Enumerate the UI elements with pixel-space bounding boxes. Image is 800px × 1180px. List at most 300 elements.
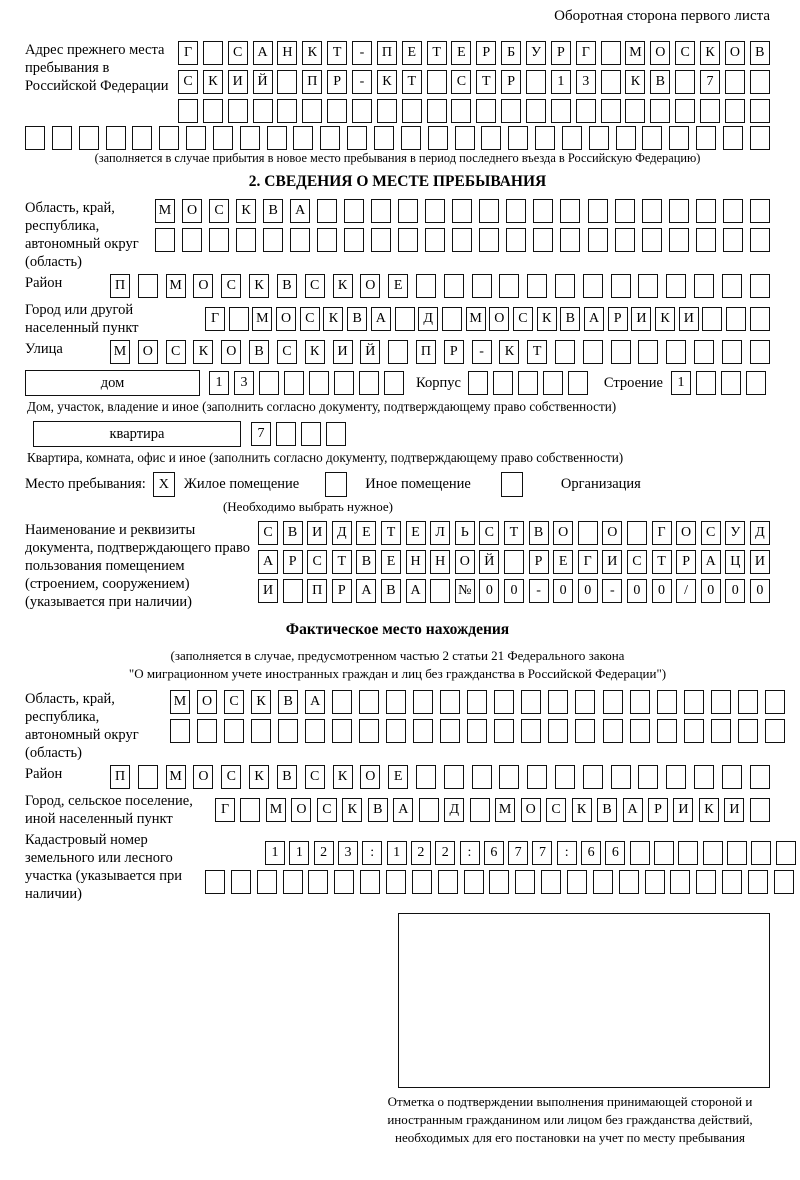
char-box[interactable]: К xyxy=(655,307,675,331)
char-box[interactable] xyxy=(253,99,273,123)
char-box[interactable] xyxy=(611,765,631,789)
char-box[interactable]: К xyxy=(249,274,269,298)
char-box[interactable]: Е xyxy=(406,521,426,545)
char-box[interactable]: 0 xyxy=(479,579,499,603)
char-box[interactable]: С xyxy=(546,798,566,822)
char-box[interactable] xyxy=(419,798,439,822)
char-box[interactable]: Т xyxy=(402,70,422,94)
char-box[interactable] xyxy=(476,99,496,123)
char-box[interactable] xyxy=(521,690,541,714)
char-box[interactable] xyxy=(684,719,704,743)
char-box[interactable]: № xyxy=(455,579,475,603)
char-box[interactable] xyxy=(359,719,379,743)
char-box[interactable] xyxy=(723,126,743,150)
char-box[interactable] xyxy=(277,70,297,94)
char-box[interactable] xyxy=(138,765,158,789)
char-box[interactable] xyxy=(228,99,248,123)
char-box[interactable] xyxy=(489,870,509,894)
char-box[interactable]: 2 xyxy=(314,841,334,865)
char-box[interactable] xyxy=(726,307,746,331)
char-box[interactable]: К xyxy=(700,41,720,65)
char-box[interactable]: О xyxy=(455,550,475,574)
char-box[interactable] xyxy=(725,99,745,123)
char-box[interactable] xyxy=(533,199,553,223)
char-box[interactable] xyxy=(555,340,575,364)
char-box[interactable]: В xyxy=(263,199,283,223)
char-box[interactable] xyxy=(583,765,603,789)
char-box[interactable] xyxy=(290,228,310,252)
char-box[interactable]: И xyxy=(258,579,278,603)
char-box[interactable] xyxy=(464,870,484,894)
char-box[interactable] xyxy=(413,690,433,714)
char-box[interactable]: К xyxy=(203,70,223,94)
char-box[interactable]: Й xyxy=(360,340,380,364)
char-box[interactable] xyxy=(427,99,447,123)
char-box[interactable] xyxy=(555,274,575,298)
char-box[interactable]: Р xyxy=(608,307,628,331)
char-box[interactable] xyxy=(750,70,770,94)
char-box[interactable] xyxy=(359,690,379,714)
char-box[interactable]: С xyxy=(258,521,278,545)
char-box[interactable]: И xyxy=(602,550,622,574)
char-box[interactable]: В xyxy=(381,579,401,603)
char-box[interactable] xyxy=(657,719,677,743)
char-box[interactable]: А xyxy=(623,798,643,822)
char-box[interactable]: 6 xyxy=(581,841,601,865)
char-box[interactable]: К xyxy=(499,340,519,364)
char-box[interactable] xyxy=(615,228,635,252)
char-box[interactable]: К xyxy=(333,274,353,298)
char-box[interactable] xyxy=(696,199,716,223)
char-box[interactable] xyxy=(240,126,260,150)
char-box[interactable] xyxy=(499,765,519,789)
char-box[interactable] xyxy=(359,371,379,395)
char-box[interactable] xyxy=(334,870,354,894)
char-box[interactable]: 1 xyxy=(551,70,571,94)
char-box[interactable] xyxy=(360,870,380,894)
char-box[interactable] xyxy=(567,870,587,894)
char-box[interactable] xyxy=(560,228,580,252)
char-box[interactable]: К xyxy=(572,798,592,822)
char-box[interactable] xyxy=(106,126,126,150)
char-box[interactable]: И xyxy=(228,70,248,94)
char-box[interactable] xyxy=(630,841,650,865)
char-box[interactable] xyxy=(494,690,514,714)
char-box[interactable]: П xyxy=(110,274,130,298)
char-box[interactable] xyxy=(722,340,742,364)
char-box[interactable]: С xyxy=(305,765,325,789)
char-box[interactable]: 3 xyxy=(576,70,596,94)
char-box[interactable]: С xyxy=(305,274,325,298)
char-box[interactable]: 1 xyxy=(387,841,407,865)
char-box[interactable] xyxy=(402,99,422,123)
char-box[interactable] xyxy=(203,99,223,123)
char-box[interactable]: 7 xyxy=(532,841,552,865)
char-box[interactable] xyxy=(182,228,202,252)
char-box[interactable] xyxy=(625,99,645,123)
char-box[interactable]: С xyxy=(513,307,533,331)
char-box[interactable]: В xyxy=(249,340,269,364)
char-box[interactable] xyxy=(506,199,526,223)
char-box[interactable] xyxy=(765,719,785,743)
char-box[interactable] xyxy=(541,870,561,894)
char-box[interactable]: П xyxy=(110,765,130,789)
char-box[interactable]: 0 xyxy=(627,579,647,603)
char-box[interactable] xyxy=(203,41,223,65)
char-box[interactable]: - xyxy=(472,340,492,364)
char-box[interactable]: Е xyxy=(388,765,408,789)
char-box[interactable]: С xyxy=(451,70,471,94)
char-box[interactable] xyxy=(231,870,251,894)
char-box[interactable]: С xyxy=(221,274,241,298)
char-box[interactable]: Р xyxy=(332,579,352,603)
char-box[interactable] xyxy=(504,550,524,574)
char-box[interactable] xyxy=(371,228,391,252)
char-box[interactable]: 7 xyxy=(700,70,720,94)
char-box[interactable] xyxy=(499,274,519,298)
char-box[interactable] xyxy=(601,41,621,65)
char-box[interactable] xyxy=(467,719,487,743)
char-box[interactable]: В xyxy=(278,690,298,714)
char-box[interactable]: К xyxy=(305,340,325,364)
char-box[interactable]: П xyxy=(302,70,322,94)
char-box[interactable] xyxy=(205,870,225,894)
char-box[interactable] xyxy=(750,274,770,298)
char-box[interactable] xyxy=(344,228,364,252)
char-box[interactable]: Р xyxy=(444,340,464,364)
char-box[interactable]: М xyxy=(170,690,190,714)
char-box[interactable]: М xyxy=(625,41,645,65)
char-box[interactable] xyxy=(479,228,499,252)
char-box[interactable] xyxy=(479,199,499,223)
char-box[interactable]: Г xyxy=(578,550,598,574)
char-box[interactable]: : xyxy=(362,841,382,865)
char-box[interactable]: И xyxy=(673,798,693,822)
char-box[interactable]: Д xyxy=(444,798,464,822)
char-box[interactable]: С xyxy=(300,307,320,331)
char-box[interactable] xyxy=(442,307,462,331)
char-box[interactable] xyxy=(425,228,445,252)
char-box[interactable]: Й xyxy=(253,70,273,94)
char-box[interactable] xyxy=(197,719,217,743)
char-box[interactable] xyxy=(527,274,547,298)
char-box[interactable]: 6 xyxy=(484,841,504,865)
char-box[interactable]: А xyxy=(371,307,391,331)
char-box[interactable] xyxy=(630,690,650,714)
char-box[interactable] xyxy=(427,70,447,94)
char-box[interactable]: О xyxy=(521,798,541,822)
char-box[interactable] xyxy=(52,126,72,150)
char-box[interactable] xyxy=(589,126,609,150)
char-box[interactable] xyxy=(694,274,714,298)
char-box[interactable]: Ц xyxy=(725,550,745,574)
char-box[interactable] xyxy=(611,274,631,298)
char-box[interactable]: В xyxy=(529,521,549,545)
char-box[interactable] xyxy=(611,340,631,364)
char-box[interactable] xyxy=(170,719,190,743)
char-box[interactable]: 1 xyxy=(265,841,285,865)
char-box[interactable] xyxy=(721,371,741,395)
char-box[interactable]: М xyxy=(110,340,130,364)
char-box[interactable]: И xyxy=(724,798,744,822)
char-box[interactable] xyxy=(560,199,580,223)
char-box[interactable] xyxy=(696,371,716,395)
char-box[interactable] xyxy=(347,126,367,150)
char-box[interactable]: О xyxy=(193,765,213,789)
char-box[interactable]: Г xyxy=(576,41,596,65)
char-box[interactable] xyxy=(527,765,547,789)
char-box[interactable] xyxy=(283,870,303,894)
char-box[interactable]: А xyxy=(290,199,310,223)
char-box[interactable] xyxy=(703,841,723,865)
char-box[interactable] xyxy=(650,99,670,123)
char-box[interactable] xyxy=(416,274,436,298)
char-box[interactable]: А xyxy=(356,579,376,603)
char-box[interactable]: М xyxy=(166,765,186,789)
char-box[interactable]: 7 xyxy=(251,422,271,446)
char-box[interactable] xyxy=(666,765,686,789)
char-box[interactable]: Г xyxy=(205,307,225,331)
char-box[interactable]: О xyxy=(197,690,217,714)
char-box[interactable] xyxy=(493,371,513,395)
char-box[interactable] xyxy=(750,765,770,789)
char-box[interactable]: К xyxy=(537,307,557,331)
char-box[interactable]: Д xyxy=(418,307,438,331)
char-box[interactable] xyxy=(440,719,460,743)
char-box[interactable] xyxy=(377,99,397,123)
char-box[interactable] xyxy=(425,199,445,223)
char-box[interactable] xyxy=(301,422,321,446)
char-box[interactable] xyxy=(669,228,689,252)
char-box[interactable]: В xyxy=(560,307,580,331)
char-box[interactable]: В xyxy=(356,550,376,574)
char-box[interactable] xyxy=(750,340,770,364)
char-box[interactable]: С xyxy=(277,340,297,364)
char-box[interactable]: И xyxy=(750,550,770,574)
char-box[interactable]: Г xyxy=(178,41,198,65)
char-box[interactable] xyxy=(533,228,553,252)
char-box[interactable] xyxy=(684,690,704,714)
char-box[interactable]: К xyxy=(323,307,343,331)
char-box[interactable] xyxy=(603,690,623,714)
char-box[interactable] xyxy=(568,371,588,395)
char-box[interactable] xyxy=(750,307,770,331)
char-box[interactable]: Р xyxy=(648,798,668,822)
char-box[interactable] xyxy=(444,765,464,789)
char-box[interactable] xyxy=(723,199,743,223)
char-box[interactable] xyxy=(132,126,152,150)
char-box[interactable] xyxy=(320,126,340,150)
char-box[interactable] xyxy=(750,798,770,822)
char-box[interactable] xyxy=(332,690,352,714)
char-box[interactable] xyxy=(548,719,568,743)
char-box[interactable]: Т xyxy=(427,41,447,65)
char-box[interactable] xyxy=(575,719,595,743)
char-box[interactable] xyxy=(576,99,596,123)
char-box[interactable] xyxy=(334,371,354,395)
char-box[interactable]: М xyxy=(155,199,175,223)
char-box[interactable]: С xyxy=(307,550,327,574)
char-box[interactable]: Е xyxy=(402,41,422,65)
char-box[interactable]: 3 xyxy=(234,371,254,395)
char-box[interactable]: 0 xyxy=(652,579,672,603)
char-box[interactable]: А xyxy=(305,690,325,714)
char-box[interactable]: С xyxy=(317,798,337,822)
char-box[interactable] xyxy=(601,99,621,123)
char-box[interactable] xyxy=(711,719,731,743)
char-box[interactable] xyxy=(521,719,541,743)
char-box[interactable] xyxy=(727,841,747,865)
char-box[interactable]: Т xyxy=(527,340,547,364)
char-box[interactable] xyxy=(305,719,325,743)
char-box[interactable] xyxy=(675,70,695,94)
char-box[interactable]: В xyxy=(277,765,297,789)
char-box[interactable] xyxy=(472,765,492,789)
char-box[interactable]: П xyxy=(307,579,327,603)
char-box[interactable] xyxy=(555,765,575,789)
char-box[interactable] xyxy=(518,371,538,395)
char-box[interactable]: 0 xyxy=(750,579,770,603)
char-box[interactable] xyxy=(738,690,758,714)
char-box[interactable] xyxy=(615,199,635,223)
char-box[interactable] xyxy=(696,228,716,252)
char-box[interactable]: С xyxy=(224,690,244,714)
char-box[interactable] xyxy=(642,126,662,150)
char-box[interactable] xyxy=(386,719,406,743)
char-box[interactable]: 2 xyxy=(411,841,431,865)
char-box[interactable]: М xyxy=(166,274,186,298)
char-box[interactable] xyxy=(725,70,745,94)
char-box[interactable]: Е xyxy=(451,41,471,65)
char-box[interactable] xyxy=(412,870,432,894)
char-box[interactable] xyxy=(654,841,674,865)
char-box[interactable]: О xyxy=(360,274,380,298)
char-box[interactable] xyxy=(627,521,647,545)
char-box[interactable] xyxy=(472,274,492,298)
char-box[interactable]: Е xyxy=(381,550,401,574)
char-box[interactable] xyxy=(236,228,256,252)
char-box[interactable] xyxy=(675,99,695,123)
char-box[interactable] xyxy=(562,126,582,150)
char-box[interactable]: Й xyxy=(479,550,499,574)
char-box[interactable]: - xyxy=(529,579,549,603)
char-box[interactable] xyxy=(506,228,526,252)
char-box[interactable]: 1 xyxy=(289,841,309,865)
char-box[interactable]: О xyxy=(553,521,573,545)
char-box[interactable]: В xyxy=(650,70,670,94)
char-box[interactable] xyxy=(317,228,337,252)
char-box[interactable] xyxy=(326,422,346,446)
char-box[interactable] xyxy=(283,579,303,603)
char-box[interactable]: 0 xyxy=(701,579,721,603)
char-box[interactable] xyxy=(159,126,179,150)
char-box[interactable]: В xyxy=(750,41,770,65)
char-box[interactable]: С xyxy=(479,521,499,545)
char-box[interactable] xyxy=(638,274,658,298)
char-box[interactable] xyxy=(444,274,464,298)
char-box[interactable] xyxy=(642,199,662,223)
char-box[interactable] xyxy=(678,841,698,865)
char-box[interactable] xyxy=(666,340,686,364)
char-box[interactable]: К xyxy=(193,340,213,364)
char-box[interactable]: А xyxy=(701,550,721,574)
char-box[interactable]: В xyxy=(277,274,297,298)
char-box[interactable] xyxy=(750,126,770,150)
char-box[interactable]: М xyxy=(266,798,286,822)
char-box[interactable] xyxy=(452,228,472,252)
char-box[interactable] xyxy=(722,274,742,298)
char-box[interactable]: Т xyxy=(327,41,347,65)
char-box[interactable]: Д xyxy=(332,521,352,545)
char-box[interactable] xyxy=(401,126,421,150)
char-box[interactable]: К xyxy=(236,199,256,223)
char-box[interactable] xyxy=(398,228,418,252)
char-box[interactable]: В xyxy=(347,307,367,331)
char-box[interactable] xyxy=(616,126,636,150)
char-box[interactable] xyxy=(308,870,328,894)
char-box[interactable] xyxy=(535,126,555,150)
char-box[interactable] xyxy=(765,690,785,714)
char-box[interactable]: О xyxy=(193,274,213,298)
char-box[interactable]: 0 xyxy=(578,579,598,603)
char-box[interactable] xyxy=(395,307,415,331)
char-box[interactable]: С xyxy=(701,521,721,545)
char-box[interactable] xyxy=(178,99,198,123)
char-box[interactable]: А xyxy=(253,41,273,65)
char-box[interactable]: У xyxy=(526,41,546,65)
char-box[interactable]: Е xyxy=(356,521,376,545)
char-box[interactable]: О xyxy=(276,307,296,331)
char-box[interactable]: В xyxy=(597,798,617,822)
char-box[interactable]: О xyxy=(676,521,696,545)
char-box[interactable]: К xyxy=(251,690,271,714)
char-box[interactable]: Р xyxy=(476,41,496,65)
char-box[interactable]: Ь xyxy=(455,521,475,545)
char-box[interactable] xyxy=(750,99,770,123)
char-box[interactable] xyxy=(267,126,287,150)
char-box[interactable] xyxy=(751,841,771,865)
char-box[interactable] xyxy=(750,228,770,252)
char-box[interactable] xyxy=(702,307,722,331)
char-box[interactable]: 2 xyxy=(435,841,455,865)
char-box[interactable]: О xyxy=(602,521,622,545)
char-box[interactable] xyxy=(700,99,720,123)
char-box[interactable] xyxy=(543,371,563,395)
char-box[interactable]: - xyxy=(602,579,622,603)
char-box[interactable] xyxy=(277,99,297,123)
checkbox-organizatsiya[interactable] xyxy=(501,472,523,497)
char-box[interactable]: 1 xyxy=(209,371,229,395)
char-box[interactable] xyxy=(352,99,372,123)
char-box[interactable] xyxy=(694,340,714,364)
char-box[interactable]: П xyxy=(377,41,397,65)
char-box[interactable]: П xyxy=(416,340,436,364)
char-box[interactable] xyxy=(638,340,658,364)
char-box[interactable]: У xyxy=(725,521,745,545)
char-box[interactable] xyxy=(603,719,623,743)
char-box[interactable] xyxy=(416,765,436,789)
char-box[interactable] xyxy=(738,719,758,743)
char-box[interactable]: К xyxy=(342,798,362,822)
char-box[interactable]: Н xyxy=(277,41,297,65)
char-box[interactable]: Д xyxy=(750,521,770,545)
char-box[interactable]: Т xyxy=(652,550,672,574)
char-box[interactable] xyxy=(774,870,794,894)
char-box[interactable] xyxy=(526,99,546,123)
char-box[interactable]: И xyxy=(631,307,651,331)
char-box[interactable]: О xyxy=(725,41,745,65)
char-box[interactable]: 6 xyxy=(605,841,625,865)
